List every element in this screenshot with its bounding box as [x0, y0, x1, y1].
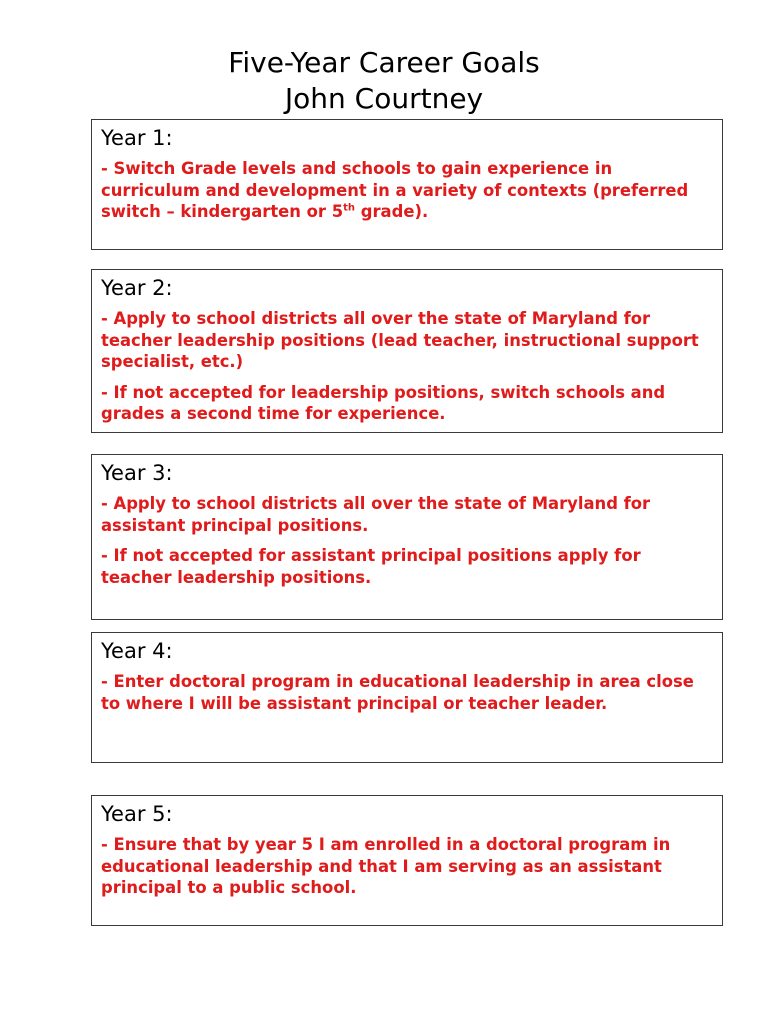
year-5-goal: - Ensure that by year 5 I am enrolled in a doctoral program in educational leadership and that I am serving as an assistant principal to a public school. — [101, 835, 671, 897]
year-2-goal-2: - If not accepted for leadership positions, switch schools and grades a second time for experience. — [101, 382, 666, 423]
year-3-box — [91, 454, 723, 620]
year-3-goal-2: - If not accepted for assistant principal positions apply for teacher leadership positions. — [101, 546, 641, 587]
year-3-goal-1: - Apply to school districts all over the state of Maryland for assistant principal positions. — [101, 494, 651, 535]
year-1-heading: Year 1: — [101, 126, 173, 150]
author-name: John Courtney — [284, 82, 484, 115]
year-4-goal: - Enter doctoral program in educational leadership in area close to where I will be assistant principal or teacher leader. — [101, 672, 694, 713]
year-4-box — [91, 632, 723, 763]
title-line: Five-Year Career Goals — [228, 46, 540, 79]
year-2-goal-1: - Apply to school districts all over the state of Maryland for teacher leadership positions (lead teacher, instructional support specialist, etc.) — [101, 309, 699, 371]
year-2-box — [91, 269, 723, 433]
year-1-box — [91, 119, 723, 250]
year-2-heading: Year 2: — [101, 276, 173, 300]
document-title — [0, 45, 768, 117]
year-1-goal-text-end: grade). — [355, 202, 429, 221]
year-5-box — [91, 795, 723, 926]
year-1-goal — [101, 158, 713, 223]
year-5-heading: Year 5: — [101, 802, 173, 826]
year-4-heading: Year 4: — [101, 639, 173, 663]
year-3-heading: Year 3: — [101, 461, 173, 485]
ordinal-suffix: th — [343, 202, 356, 214]
year-1-goal-text: - Switch Grade levels and schools to gain experience in curriculum and development in a variety of contexts (preferred switch – kindergarten or 5 — [101, 159, 689, 221]
